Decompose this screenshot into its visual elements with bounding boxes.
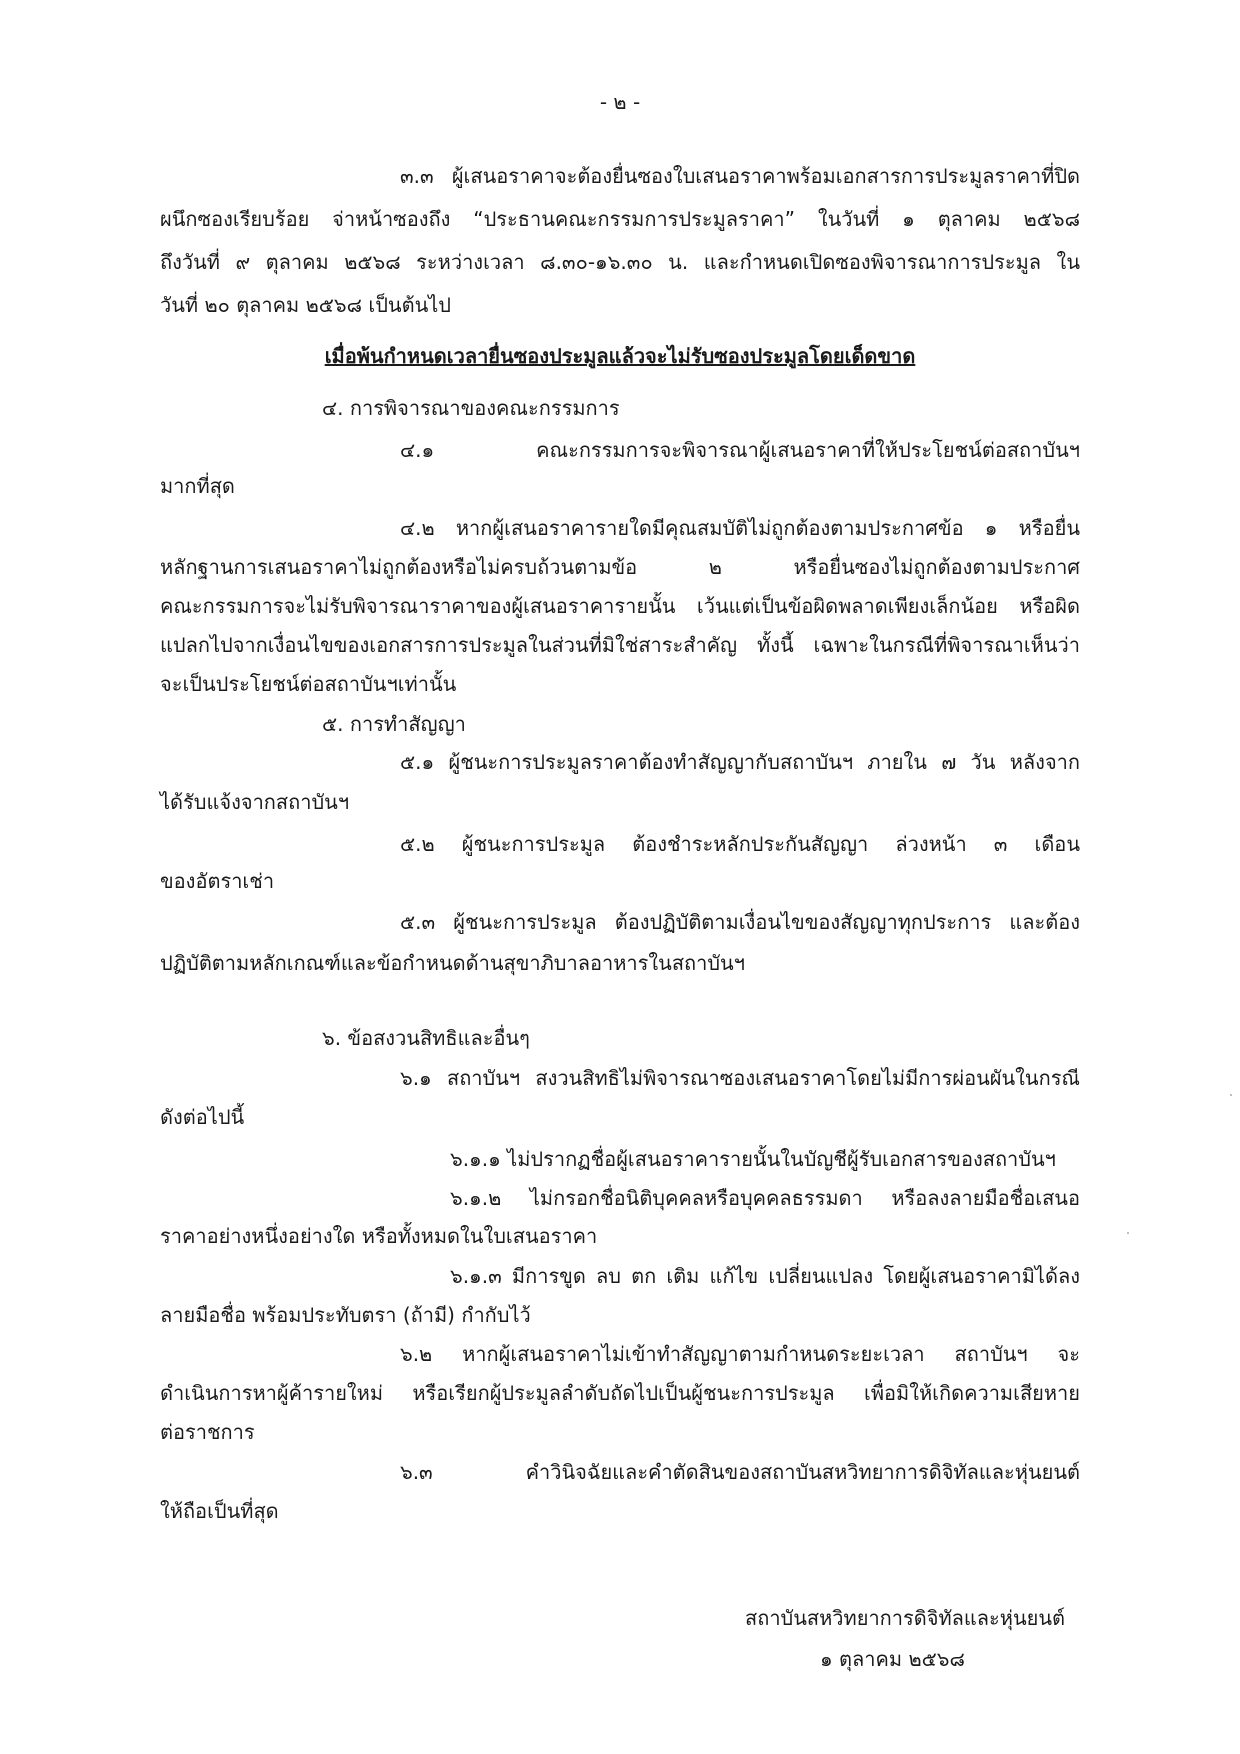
clause-6-1-line-1: ๖.๑ สถาบันฯ สงวนสิทธิไม่พิจารณาซองเสนอราคาโดยไม่มีการผ่อนผันในกรณี xyxy=(400,1066,1080,1090)
clause-5-3-line-1: ๕.๓ ผู้ชนะการประมูล ต้องปฏิบัติตามเงื่อนไขของสัญญาทุกประการ และต้อง xyxy=(400,910,1080,934)
clause-4-1-line-2: มากที่สุด xyxy=(160,474,235,498)
page-number: - ๒ - xyxy=(599,90,641,114)
clause-6-1-2-line-2: ราคาอย่างหนึ่งอย่างใด หรือทั้งหมดในใบเสนอราคา xyxy=(160,1224,598,1248)
clause-6-1-1: ๖.๑.๑ ไม่ปรากฏชื่อผู้เสนอราคารายนั้นในบัญชีผู้รับเอกสารของสถาบันฯ xyxy=(450,1147,1056,1171)
scan-speck xyxy=(1127,1232,1129,1234)
section-6-title: ๖. ข้อสงวนสิทธิและอื่นๆ xyxy=(322,1026,530,1050)
clause-3-3-line-1: ๓.๓ ผู้เสนอราคาจะต้องยื่นซองใบเสนอราคาพร้อมเอกสารการประมูลราคาที่ปิด xyxy=(400,164,1080,188)
section-4-title: ๔. การพิจารณาของคณะกรรมการ xyxy=(322,396,620,420)
clause-6-3-line-1: ๖.๓ คำวินิจฉัยและคำตัดสินของสถาบันสหวิทยาการดิจิทัลและหุ่นยนต์ xyxy=(400,1460,1080,1484)
clause-6-2-line-2: ดำเนินการหาผู้ค้ารายใหม่ หรือเรียกผู้ประมูลลำดับถัดไปเป็นผู้ชนะการประมูล เพื่อมิให้เกิดความเสียหาย xyxy=(160,1381,1080,1405)
clause-5-3-line-2: ปฏิบัติตามหลักเกณฑ์และข้อกำหนดด้านสุขาภิบาลอาหารในสถาบันฯ xyxy=(160,951,745,975)
clause-4-2-line-4: แปลกไปจากเงื่อนไขของเอกสารการประมูลในส่วนที่มิใช่สาระสำคัญ ทั้งนี้ เฉพาะในกรณีที่พิจารณาเห็นว่า xyxy=(160,633,1080,657)
clause-5-2-line-1: ๕.๒ ผู้ชนะการประมูล ต้องชำระหลักประกันสัญญา ล่วงหน้า ๓ เดือน xyxy=(400,832,1080,856)
deadline-heading: เมื่อพ้นกำหนดเวลายื่นซองประมูลแล้วจะไม่รับซองประมูลโดยเด็ดขาด xyxy=(324,344,916,368)
clause-5-1-line-2: ได้รับแจ้งจากสถาบันฯ xyxy=(160,790,350,814)
clause-5-2-line-2: ของอัตราเช่า xyxy=(160,869,275,893)
signature-organization: สถาบันสหวิทยาการดิจิทัลและหุ่นยนต์ xyxy=(745,1606,1066,1630)
clause-3-3-line-4: วันที่ ๒๐ ตุลาคม ๒๕๖๘ เป็นต้นไป xyxy=(160,293,452,317)
clause-4-2-line-2: หลักฐานการเสนอราคาไม่ถูกต้องหรือไม่ครบถ้วนตามข้อ ๒ หรือยื่นซองไม่ถูกต้องตามประกาศ xyxy=(160,555,1080,579)
clause-3-3-line-2: ผนึกซองเรียบร้อย จ่าหน้าซองถึง “ประธานคณะกรรมการประมูลราคา” ในวันที่ ๑ ตุลาคม ๒๕๖๘ xyxy=(160,207,1080,231)
scan-speck xyxy=(1230,1094,1232,1096)
clause-3-3-line-3: ถึงวันที่ ๙ ตุลาคม ๒๕๖๘ ระหว่างเวลา ๘.๓๐-๑๖.๓๐ น. และกำหนดเปิดซองพิจารณาการประมูล ใน xyxy=(160,250,1080,274)
section-5-title: ๕. การทำสัญญา xyxy=(322,712,466,736)
signature-date: ๑ ตุลาคม ๒๕๖๘ xyxy=(820,1647,965,1671)
clause-4-2-line-3: คณะกรรมการจะไม่รับพิจารณาราคาของผู้เสนอราคารายนั้น เว้นแต่เป็นข้อผิดพลาดเพียงเล็กน้อย หรือผิด xyxy=(160,594,1080,618)
clause-6-1-line-2: ดังต่อไปนี้ xyxy=(160,1105,245,1129)
clause-6-3-line-2: ให้ถือเป็นที่สุด xyxy=(160,1499,279,1523)
clause-4-2-line-5: จะเป็นประโยชน์ต่อสถาบันฯเท่านั้น xyxy=(160,672,457,696)
clause-4-1-line-1: ๔.๑ คณะกรรมการจะพิจารณาผู้เสนอราคาที่ให้ประโยชน์ต่อสถาบันฯ xyxy=(400,438,1080,462)
clause-4-2-line-1: ๔.๒ หากผู้เสนอราคารายใดมีคุณสมบัติไม่ถูกต้องตามประกาศข้อ ๑ หรือยื่น xyxy=(400,516,1080,540)
clause-6-1-3-line-2: ลายมือชื่อ พร้อมประทับตรา (ถ้ามี) กำกับไว้ xyxy=(160,1303,531,1327)
clause-6-1-2-line-1: ๖.๑.๒ ไม่กรอกชื่อนิติบุคคลหรือบุคคลธรรมดา หรือลงลายมือชื่อเสนอ xyxy=(450,1186,1080,1210)
clause-6-2-line-1: ๖.๒ หากผู้เสนอราคาไม่เข้าทำสัญญาตามกำหนดระยะเวลา สถาบันฯ จะ xyxy=(400,1342,1080,1366)
clause-5-1-line-1: ๕.๑ ผู้ชนะการประมูลราคาต้องทำสัญญากับสถาบันฯ ภายใน ๗ วัน หลังจาก xyxy=(400,750,1080,774)
clause-6-2-line-3: ต่อราชการ xyxy=(160,1420,255,1444)
clause-6-1-3-line-1: ๖.๑.๓ มีการขูด ลบ ตก เติม แก้ไข เปลี่ยนแปลง โดยผู้เสนอราคามิได้ลง xyxy=(450,1264,1080,1288)
